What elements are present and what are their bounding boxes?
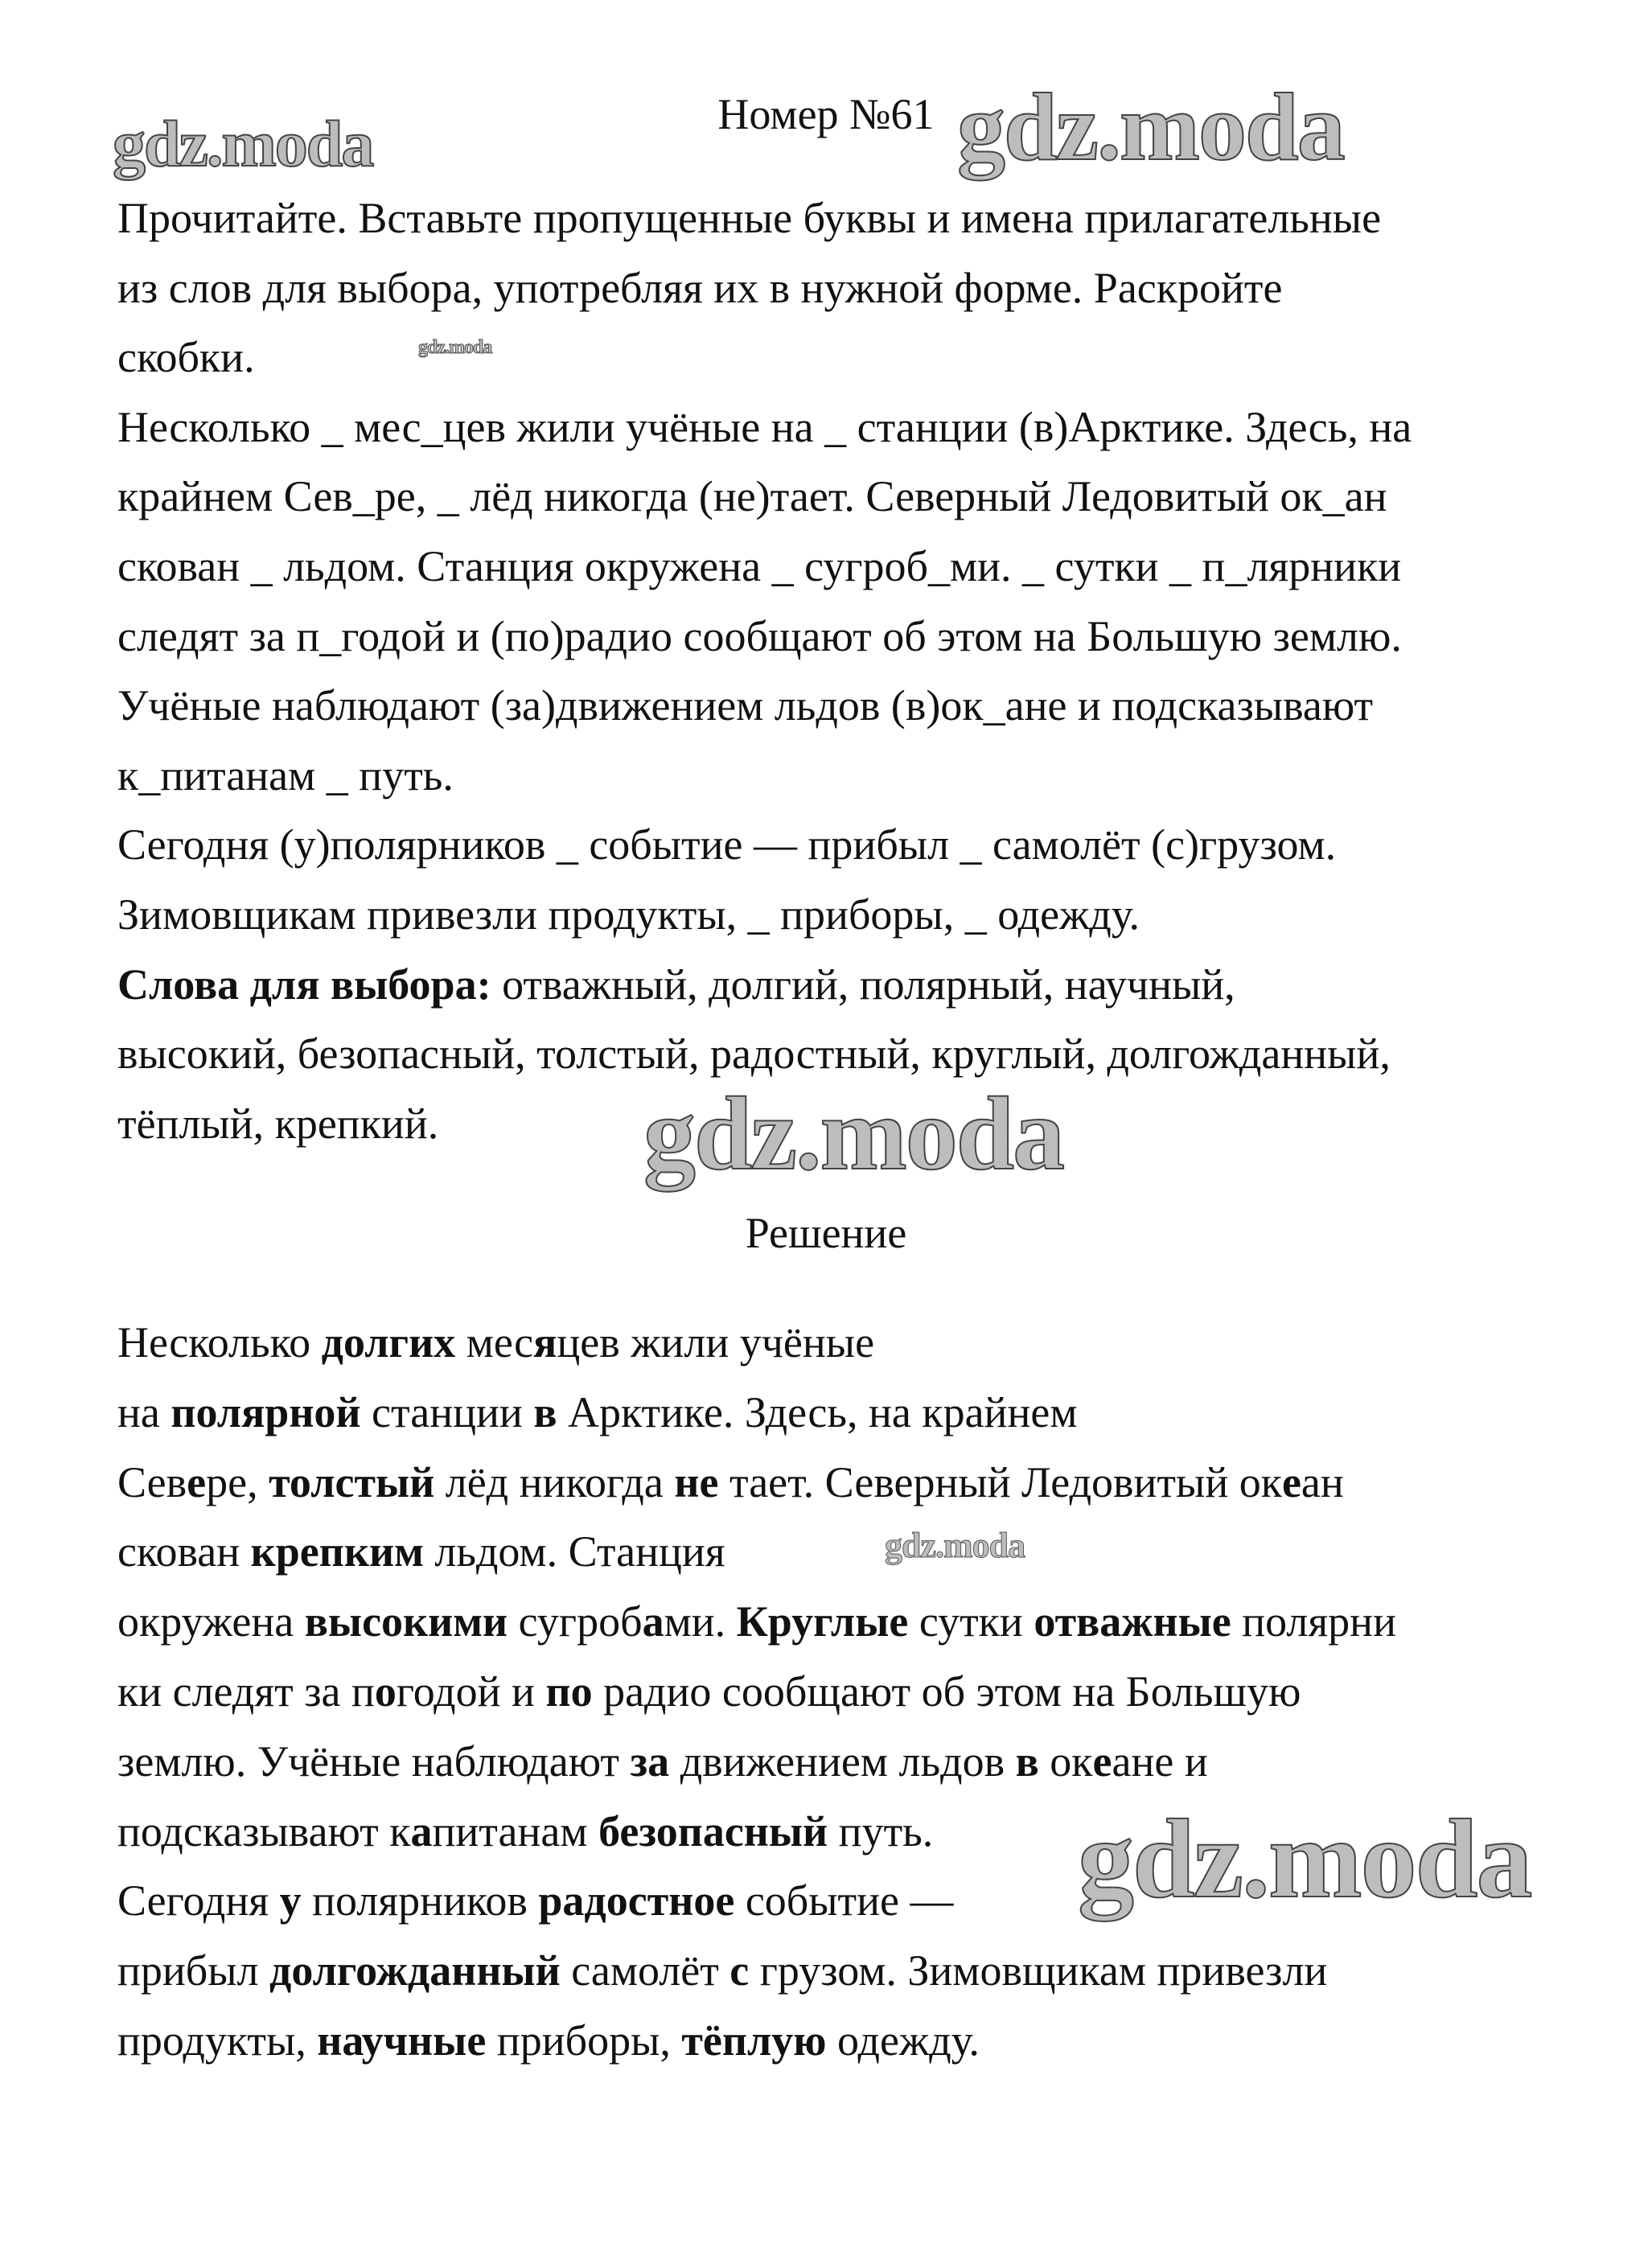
text: продукты, bbox=[117, 2016, 318, 2065]
text: льдом. Станция bbox=[423, 1527, 725, 1576]
text: скован bbox=[117, 1527, 251, 1576]
bold-text: отважные bbox=[1034, 1597, 1231, 1646]
bold-text: е bbox=[1092, 1736, 1112, 1786]
watermark-logo: gdz.moda bbox=[885, 1526, 1025, 1565]
text: ок bbox=[1038, 1736, 1093, 1786]
text: мес bbox=[455, 1318, 534, 1366]
bold-text: Круглые bbox=[736, 1597, 909, 1646]
text: одежду. bbox=[826, 2016, 980, 2065]
task-line bbox=[117, 532, 1401, 601]
text: Несколько bbox=[117, 1318, 322, 1366]
page-title: Номер №61 bbox=[717, 90, 935, 138]
task-line bbox=[117, 183, 1381, 253]
text: Сегодня bbox=[117, 1876, 280, 1925]
task-line bbox=[117, 1019, 1391, 1088]
watermark-logo: gdz.moda bbox=[1078, 1797, 1531, 1921]
solution-line bbox=[117, 1448, 1344, 1517]
text: станции bbox=[360, 1387, 534, 1436]
text: Несколько _ мес_цев жили учёные на _ станции (в)Арктике. Здесь, на bbox=[117, 402, 1412, 451]
text: полярников bbox=[301, 1876, 539, 1925]
text: подсказывают к bbox=[117, 1806, 411, 1856]
text: питанам bbox=[432, 1806, 599, 1856]
bold-text: у bbox=[279, 1876, 302, 1925]
text: лёд никогда bbox=[434, 1457, 675, 1506]
solution-line bbox=[117, 1587, 1396, 1656]
text: ки следят за п bbox=[117, 1667, 375, 1716]
solution-line bbox=[117, 1797, 933, 1866]
text: крайнем Сев_ре, _ лёд никогда (не)тает. Северный Ледовитый ок_ан bbox=[117, 472, 1387, 521]
text: Арктике. Здесь, на крайнем bbox=[557, 1387, 1078, 1436]
bold-text: по bbox=[545, 1667, 593, 1716]
bold-text: е bbox=[1281, 1457, 1301, 1506]
bold-text: а bbox=[410, 1806, 433, 1856]
text: Зимовщикам привезли продукты, _ приборы, _ одежду. bbox=[117, 890, 1140, 939]
solution-line bbox=[117, 1308, 874, 1377]
solution-line bbox=[117, 1517, 725, 1586]
text: из слов для выбора, употребляя их в нужной форме. Раскройте bbox=[117, 263, 1283, 312]
text: сугроб bbox=[508, 1597, 643, 1646]
bold-text: безопасный bbox=[598, 1806, 828, 1856]
text: прибыл bbox=[117, 1946, 269, 1995]
task-line bbox=[117, 462, 1387, 531]
text: землю. Учёные наблюдают bbox=[117, 1736, 631, 1786]
text: годой и bbox=[396, 1667, 546, 1716]
bold-text: полярной bbox=[171, 1387, 361, 1436]
task-line bbox=[117, 253, 1282, 323]
task-line bbox=[117, 741, 454, 810]
bold-text: е bbox=[187, 1457, 207, 1506]
task-line bbox=[117, 671, 1373, 740]
text: ре, bbox=[206, 1457, 269, 1506]
text: Сегодня (у)полярников _ событие — прибыл _ самолёт (с)грузом. bbox=[117, 820, 1337, 869]
task-line bbox=[117, 602, 1402, 671]
solution-line bbox=[117, 1936, 1327, 2005]
bold-text: не bbox=[674, 1457, 719, 1506]
task-line bbox=[117, 1089, 438, 1158]
bold-text: в bbox=[533, 1387, 557, 1436]
text: скобки. bbox=[117, 333, 255, 382]
bold-text: а bbox=[642, 1597, 664, 1646]
text: радио сообщают об этом на Большую bbox=[592, 1667, 1301, 1716]
solution-line bbox=[117, 1727, 1208, 1796]
text: следят за п_годой и (по)радио сообщают об этом на Большую землю. bbox=[117, 611, 1402, 660]
bold-text: радостное bbox=[538, 1876, 735, 1925]
text: скован _ льдом. Станция окружена _ сугроб_ми. _ сутки _ п_лярники bbox=[117, 542, 1402, 590]
bold-text: за bbox=[630, 1736, 670, 1786]
text: ан bbox=[1301, 1457, 1344, 1506]
bold-text: я bbox=[533, 1318, 557, 1366]
bold-text: толстый bbox=[269, 1457, 435, 1506]
text: сутки bbox=[908, 1597, 1034, 1646]
task-line bbox=[117, 810, 1336, 879]
text: Прочитайте. Вставьте пропущенные буквы и имена прилагательные bbox=[117, 194, 1382, 242]
task-line bbox=[117, 950, 1235, 1019]
solution-line bbox=[117, 1378, 1078, 1447]
bold-text: крепким bbox=[250, 1527, 424, 1576]
text: высокий, безопасный, толстый, радостный, круглый, долгожданный, bbox=[117, 1029, 1391, 1079]
text: окружена bbox=[117, 1597, 305, 1646]
text: приборы, bbox=[486, 2016, 682, 2065]
text: самолёт bbox=[560, 1946, 730, 1995]
watermark-logo: gdz.moda bbox=[418, 337, 492, 358]
text: отважный, долгий, полярный, научный, bbox=[491, 960, 1235, 1009]
task-line bbox=[117, 323, 255, 392]
solution-line bbox=[117, 2006, 980, 2075]
text: путь. bbox=[828, 1806, 934, 1856]
bold-text: в bbox=[1015, 1736, 1039, 1786]
solution-line bbox=[117, 1866, 954, 1935]
bold-text: с bbox=[729, 1946, 750, 1995]
bold-text: о bbox=[374, 1667, 397, 1716]
watermark-logo: gdz.moda bbox=[113, 107, 373, 180]
bold-text: научные bbox=[317, 2016, 487, 2065]
bold-text: тёплую bbox=[681, 2016, 827, 2065]
bold-text: Слова для выбора: bbox=[117, 960, 491, 1009]
text: к_питанам _ путь. bbox=[117, 750, 454, 799]
text: событие — bbox=[734, 1876, 954, 1925]
text: тёплый, крепкий. bbox=[117, 1099, 439, 1148]
solution-heading: Решение bbox=[745, 1209, 907, 1257]
text: ане и bbox=[1112, 1736, 1208, 1786]
text: цев жили учёные bbox=[557, 1318, 875, 1366]
text: полярни bbox=[1231, 1597, 1396, 1646]
text: тает. Северный Ледовитый ок bbox=[718, 1457, 1282, 1506]
text: на bbox=[117, 1387, 171, 1436]
watermark-logo: gdz.moda bbox=[957, 73, 1344, 180]
text: грузом. Зимовщикам привезли bbox=[749, 1946, 1328, 1995]
bold-text: высокими bbox=[304, 1597, 508, 1646]
task-line bbox=[117, 880, 1140, 949]
task-line bbox=[117, 392, 1412, 462]
text: движением льдов bbox=[669, 1736, 1016, 1786]
text: Сев bbox=[117, 1457, 187, 1506]
bold-text: долгожданный bbox=[269, 1946, 561, 1995]
text: ми. bbox=[664, 1597, 737, 1646]
bold-text: долгих bbox=[321, 1318, 456, 1366]
solution-line bbox=[117, 1657, 1301, 1726]
watermark-logo: gdz.moda bbox=[643, 1076, 1064, 1192]
text: Учёные наблюдают (за)движением льдов (в)ок_ане и подсказывают bbox=[117, 681, 1374, 730]
